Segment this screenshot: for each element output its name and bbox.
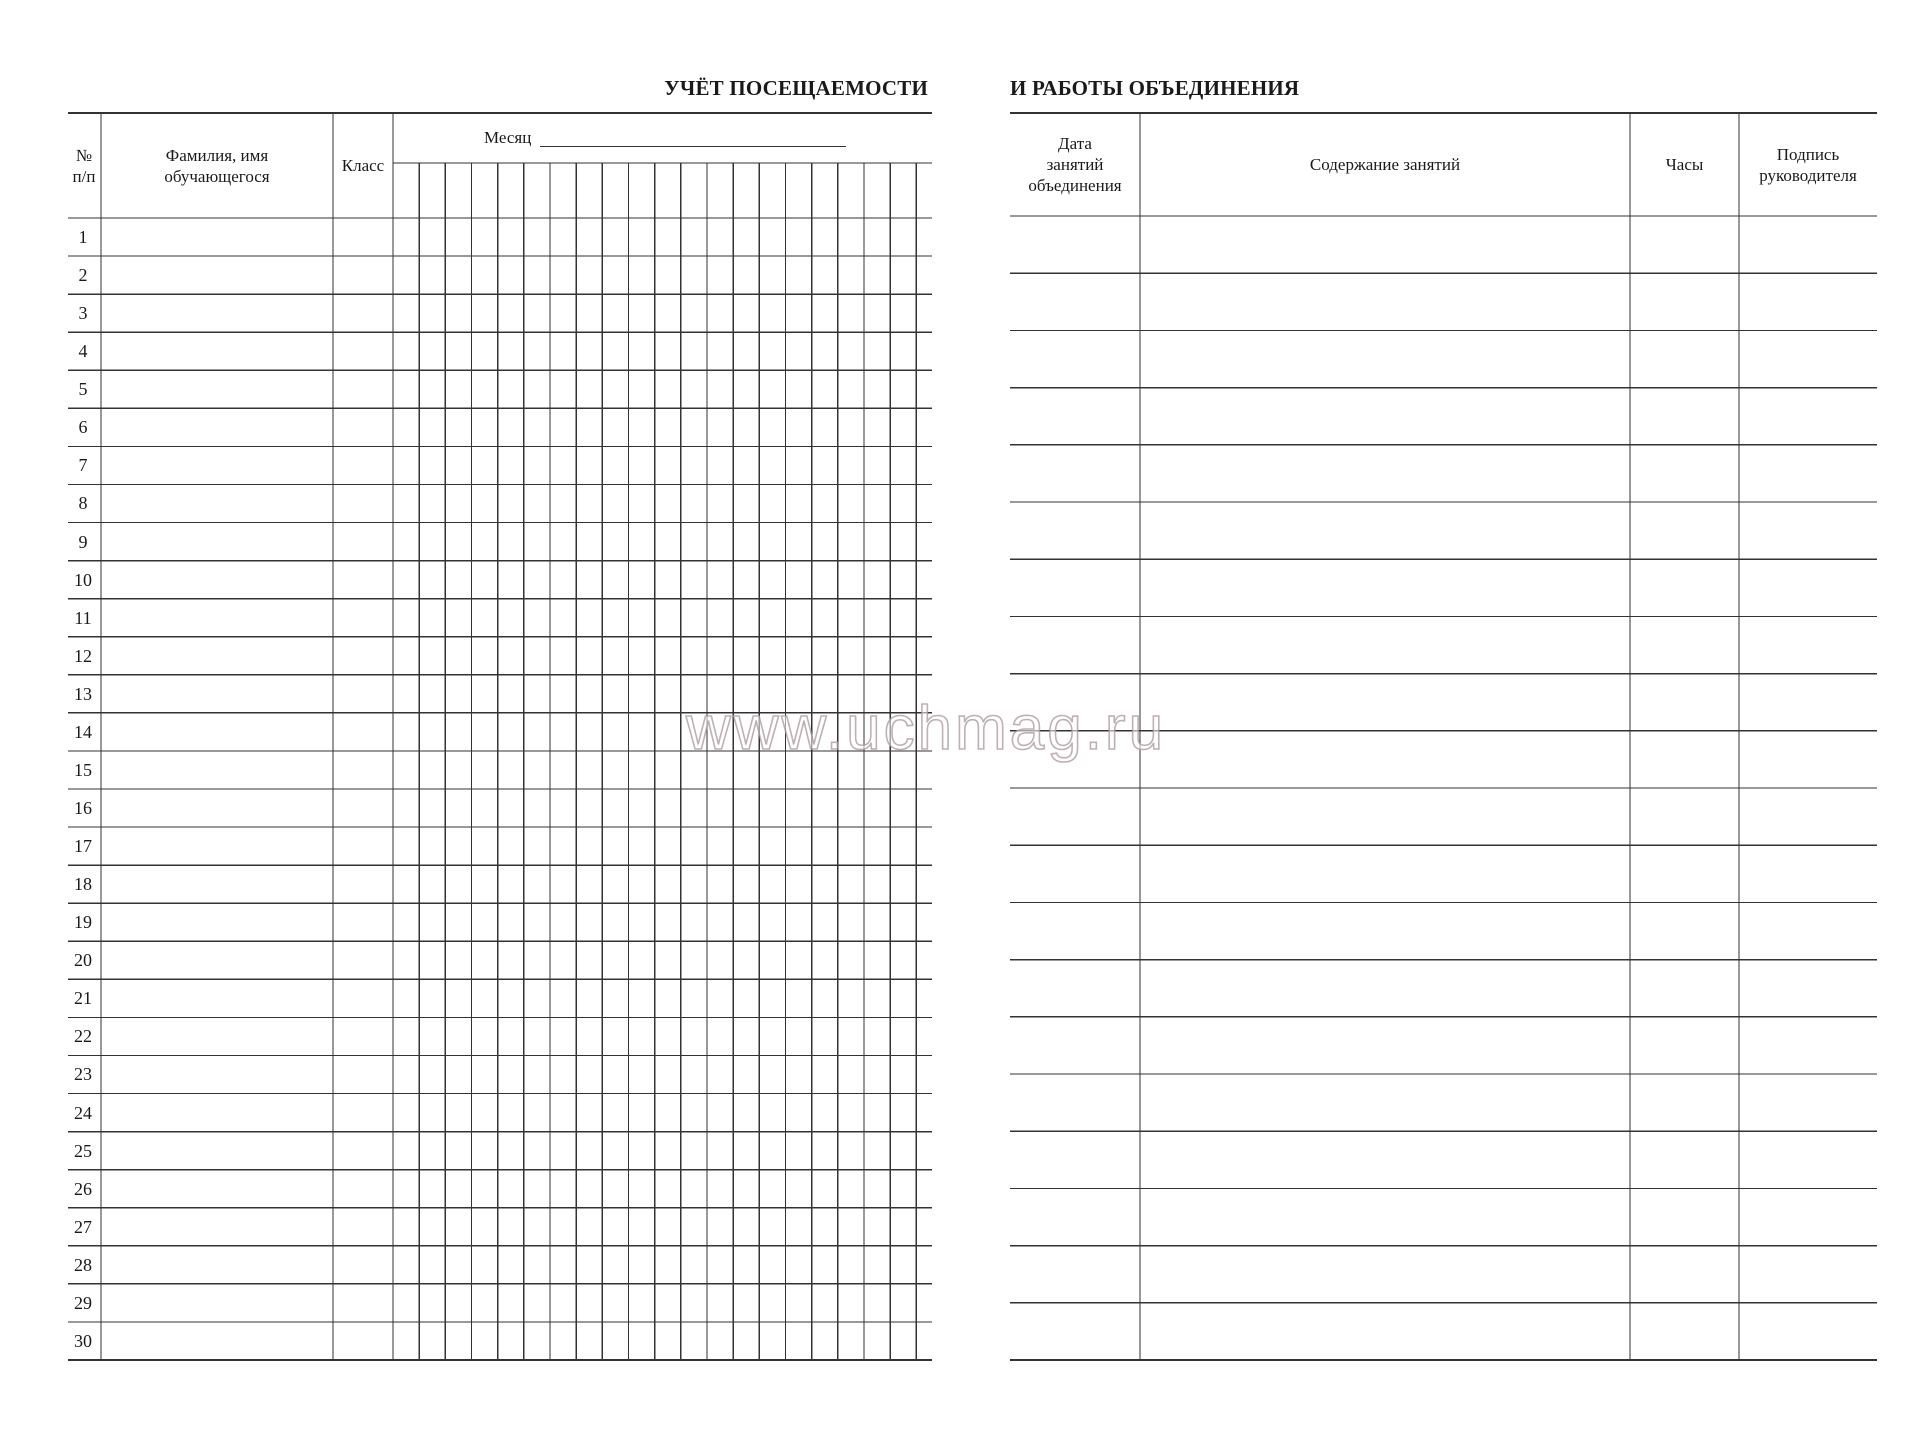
header-session-date: Дата занятий объединения (1028, 134, 1122, 195)
row-number: 3 (78, 303, 88, 324)
header-signature: Подпись руководителя (1759, 144, 1857, 185)
attendance-title: УЧЁТ ПОСЕЩАЕМОСТИ (664, 76, 928, 100)
row-number: 27 (74, 1216, 92, 1237)
row-number: 24 (74, 1102, 92, 1123)
header-hours: Часы (1665, 155, 1704, 174)
row-number: 10 (74, 569, 92, 590)
row-number: 18 (74, 874, 92, 895)
header-month: Месяц (484, 128, 532, 147)
row-number: 11 (74, 607, 92, 628)
row-number: 28 (74, 1254, 92, 1275)
row-number: 9 (78, 531, 88, 552)
row-number: 13 (74, 683, 92, 704)
row-number: 15 (74, 759, 92, 780)
row-number: 2 (78, 265, 88, 286)
row-number: 19 (74, 912, 92, 933)
row-number: 17 (74, 836, 92, 857)
row-number: 30 (74, 1330, 92, 1351)
row-number: 26 (74, 1178, 92, 1199)
row-number: 22 (74, 1026, 92, 1047)
row-number: 29 (74, 1292, 92, 1313)
row-number: 21 (74, 988, 92, 1009)
row-number: 6 (78, 417, 88, 438)
work-title: И РАБОТЫ ОБЪЕДИНЕНИЯ (1010, 76, 1300, 100)
row-number: 20 (74, 950, 92, 971)
header-grade: Класс (341, 156, 385, 175)
row-number: 5 (78, 379, 88, 400)
row-number: 14 (74, 721, 92, 742)
header-number: № п/п (72, 145, 96, 186)
row-number: 8 (78, 493, 88, 514)
row-number: 7 (78, 455, 88, 476)
header-student-name: Фамилия, имя обучающегося (164, 145, 270, 186)
watermark: www.uchmag.ru (686, 694, 1167, 763)
row-number: 25 (74, 1140, 92, 1161)
row-number: 23 (74, 1064, 92, 1085)
row-number: 4 (78, 341, 88, 362)
row-number: 1 (78, 227, 88, 247)
row-number: 12 (74, 645, 92, 666)
month-fill-line (540, 146, 846, 147)
row-number: 16 (74, 798, 92, 818)
header-session-content: Содержание занятий (1309, 155, 1461, 174)
